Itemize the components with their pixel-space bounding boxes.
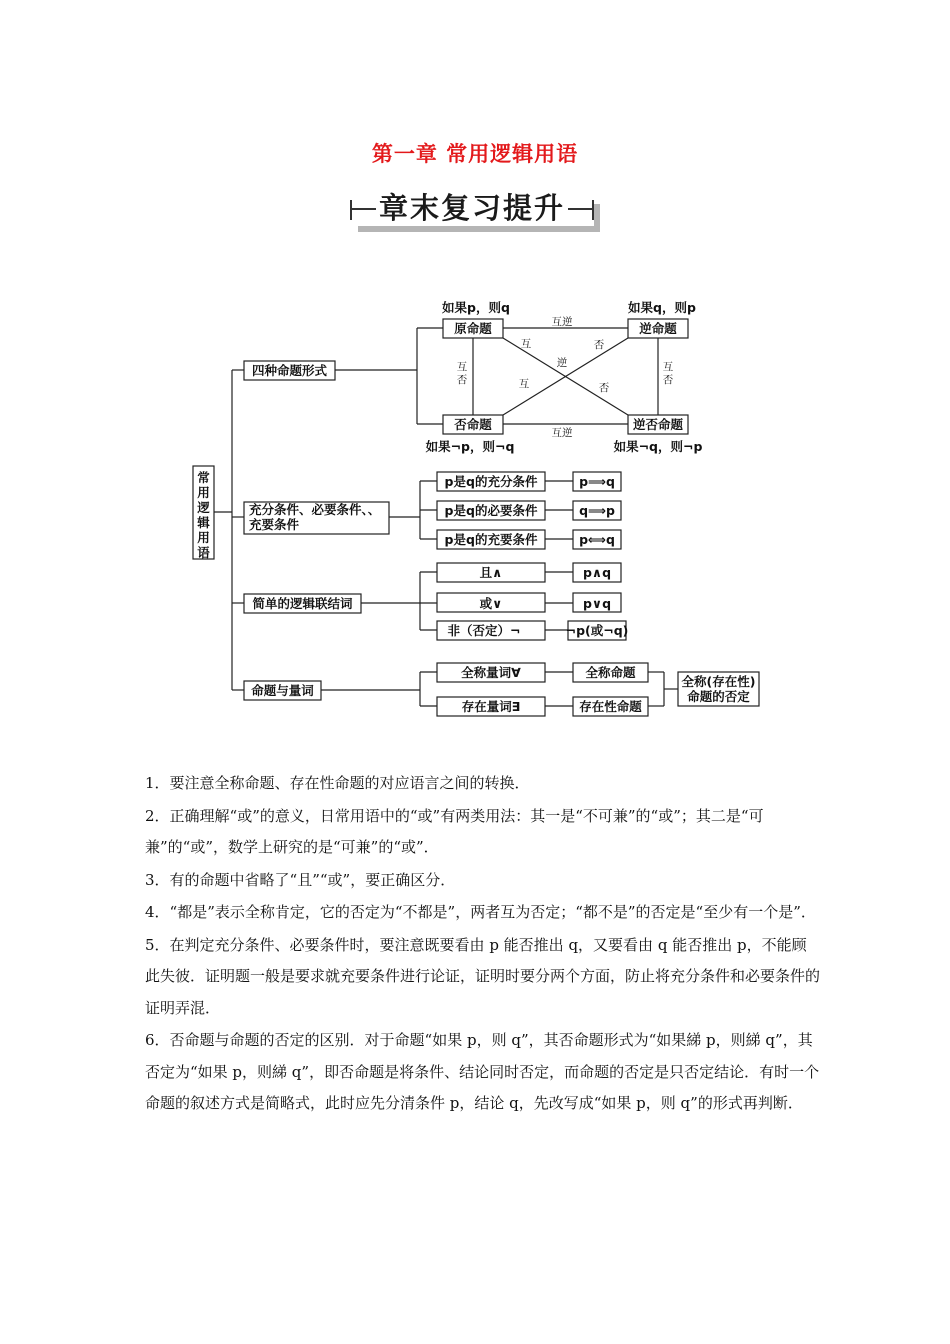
conn-symbol-or: p∨q (582, 596, 612, 611)
rel-diag-fou-1: 否 (593, 339, 605, 351)
conn-symbol-not: ¬p(或¬q) (565, 623, 629, 638)
branch-quantifiers: 命题与量词 (251, 683, 314, 698)
branch-conditions-line1: 充分条件、必要条件、、 (249, 502, 381, 517)
chapter-title: 第一章 常用逻辑用语 (371, 142, 579, 166)
svg-text:常用逻辑用语: 常用逻辑用语 (197, 470, 210, 560)
quant-label-universal: 全称量词∀ (461, 665, 521, 680)
note-4: 4．“都是”表示全称肯定，它的否定为“不都是”，两者互为否定；“都不是”的否定是“至少有一个是”． (145, 903, 816, 921)
rel-top: 互逆 (551, 316, 573, 328)
note-1: 1．要注意全称命题、存在性命题的对应语言之间的转换． (145, 774, 530, 792)
negation-line2: 命题的否定 (687, 689, 750, 704)
note-3: 3．有的命题中省略了“且”“或”，要正确区分． (145, 870, 456, 889)
label-converse: 逆命题 (639, 321, 677, 336)
cond-symbol-3: p⟺q (579, 532, 615, 547)
conn-label-and: 且∧ (479, 565, 503, 580)
form-converse: 如果q，则p (628, 300, 696, 315)
branch-conditions-line2: 充要条件 (249, 517, 300, 532)
cond-label-3: p是q的充要条件 (444, 532, 538, 547)
banner-title: 章末复习提升 (378, 191, 565, 225)
cond-symbol-2: q⟹p (579, 503, 615, 518)
rel-left: 互否 (456, 361, 468, 386)
rel-diag-hu-1: 互 (520, 338, 532, 350)
rel-diag-ni: 逆 (556, 357, 568, 369)
quant-label-existential: 存在量词∃ (461, 699, 521, 714)
negation-line1: 全称(存在性) (681, 674, 756, 689)
note-6: 6．否命题与命题的否定的区别．对于命题“如果 p，则 q”，其否命题形式为“如果綈 p，则綈 q”，其否定为“如果 p，则綈 q”，即否命题是将条件、结论同时否定，而命题的否定是只否定结论．有时一个命题的叙述方式是简略式，此时应先分清条件 p，结论 q，先改写成“如果 p，则 q”的形式再判断． (145, 1031, 820, 1112)
branch-connectives: 简单的逻辑联结词 (252, 596, 353, 611)
cond-symbol-1: p⟹q (579, 474, 615, 489)
form-contrapositive: 如果¬q，则¬p (613, 439, 703, 454)
quant-prop-existential: 存在性命题 (579, 699, 642, 714)
conn-label-or: 或∨ (479, 596, 503, 611)
conn-symbol-and: p∧q (582, 565, 612, 580)
cond-label-1: p是q的充分条件 (444, 474, 538, 489)
root-label (196, 470, 210, 560)
label-contrapositive: 逆否命题 (632, 417, 684, 432)
notes-list (145, 768, 820, 1121)
rel-diag-fou-2: 否 (598, 382, 610, 394)
form-original: 如果p，则q (442, 300, 510, 315)
branch-four-forms: 四种命题形式 (251, 363, 328, 378)
form-inverse: 如果¬p，则¬q (425, 439, 515, 454)
rel-right: 互否 (662, 361, 674, 386)
quant-prop-universal: 全称命题 (585, 665, 636, 680)
cond-label-2: p是q的必要条件 (444, 503, 538, 518)
conn-label-not: 非（否定）¬ (447, 623, 521, 638)
rel-diag-hu-2: 互 (518, 378, 530, 390)
rel-bottom: 互逆 (551, 427, 573, 439)
label-original: 原命题 (454, 321, 492, 336)
note-2: 2．正确理解“或”的意义，日常用语中的“或”有两类用法：其一是“不可兼”的“或”；其二是“可兼”的“或”，数学上研究的是“可兼”的“或”． (145, 806, 764, 856)
note-5: 5．在判定充分条件、必要条件时，要注意既要看由 p 能否推出 q，又要看由 q 能否推出 p，不能顾此失彼．证明题一般是要求就充要条件进行论证，证明时要分两个方面，防止将充分条件和必要条件的证明弄混． (145, 935, 821, 1017)
label-inverse: 否命题 (454, 417, 492, 432)
